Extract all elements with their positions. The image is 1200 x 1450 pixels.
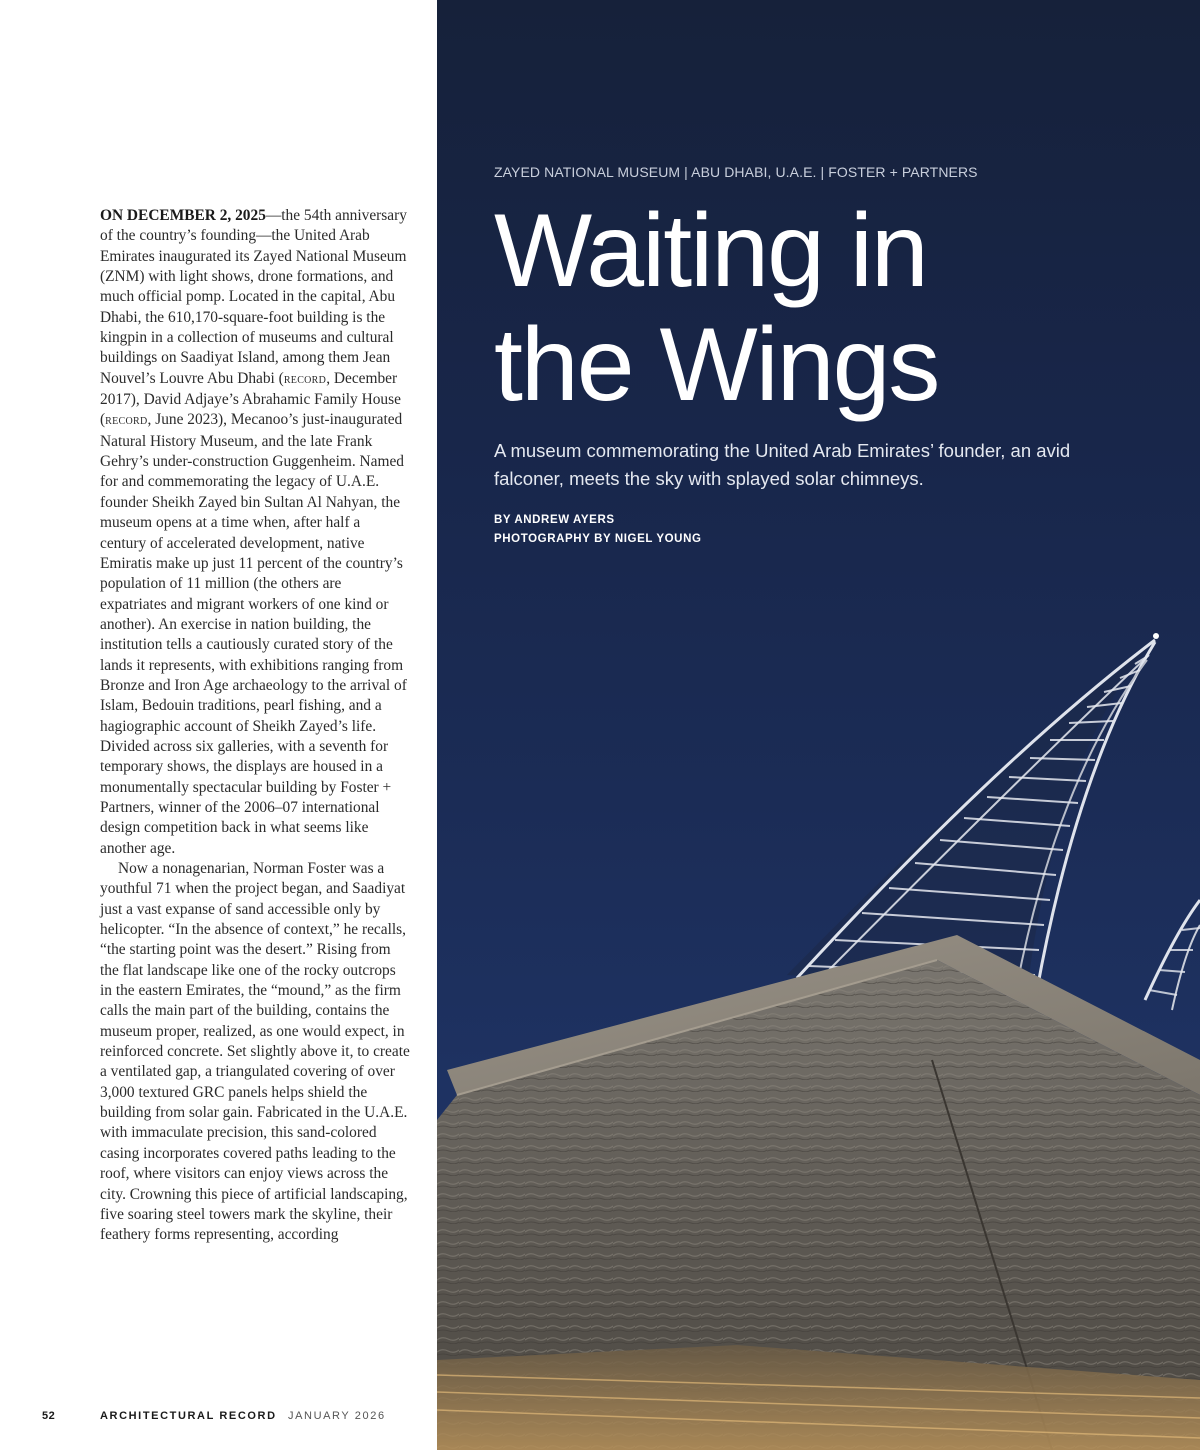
issue-date: JANUARY 2026 <box>288 1410 386 1422</box>
photo-credit: PHOTOGRAPHY BY NIGEL YOUNG <box>494 533 702 545</box>
magazine-name: ARCHITECTURAL RECORD <box>100 1410 277 1422</box>
headline <box>494 194 1054 422</box>
paragraph-1-text: —the 54th anniversary of the country’s founding—the United Arab Emirates inaugurated its Zayed National Museum (ZNM) with light shows, drone formations, and much official pomp. Located in the capital, Abu Dhabi, the 610,170-square-foot building is the kingpin in a collection of museums and cultural buildings on Saadiyat Island, among them Jean Nouvel’s Louvre Abu Dhabi ( <box>100 207 407 387</box>
headline-line-1: Waiting in <box>494 193 927 309</box>
page-number: 52 <box>42 1410 56 1422</box>
article-paragraph-1 <box>100 206 410 859</box>
dek: A museum commemorating the United Arab Emirates’ founder, an avid falconer, meets the sky with splayed solar chimneys. <box>494 440 1071 489</box>
headline-line-2: the Wings <box>494 307 939 423</box>
kicker: ZAYED NATIONAL MUSEUM | ABU DHABI, U.A.E. | FOSTER + PARTNERS <box>494 164 978 180</box>
record-reference: record <box>105 413 148 429</box>
feature-photo <box>437 0 1200 1450</box>
text-column <box>0 0 437 1450</box>
byline: BY ANDREW AYERS <box>494 514 615 526</box>
credits <box>494 511 702 549</box>
lead-in: ON DECEMBER 2, 2025 <box>100 207 266 224</box>
record-reference: record <box>283 371 327 387</box>
paragraph-1-text-end: , June 2023), Mecanoo’s just-inaugurated Natural History Museum, and the late Frank Gehry’s under-construction Guggenheim. Named for and commemorating the legacy of U.A.E. founder Sheikh Zayed bin Sultan Al Nahyan, the museum opens at a time when, after half a century of accelerated development, native Emiratis make up just 11 percent of the country’s population of 11 million (the others are expatriates and migrant workers of one kind or another). An exercise in nation building, the institution tells a cautiously curated story of the lands it represents, with exhibitions ranging from Bronze and Iron Age archaeology to the arrival of Islam, Bedouin traditions, pearl fishing, and a hagiographic account of Sheikh Zayed’s life. Divided across six galleries, with a seventh for temporary shows, the displays are housed in a monumentally spectacular building by Foster + Partners, winner of the 2006–07 international design competition back in what seems like another age. <box>100 411 407 857</box>
wing-tower-right <box>1145 900 1200 1010</box>
article-paragraph-2: Now a nonagenarian, Norman Foster was a youthful 71 when the project began, and Saadiyat just a vast expanse of sand accessible only by helicopter. “In the absence of context,” he recalls, “the starting point was the desert.” Rising from the flat landscape like one of the rocky outcrops in the eastern Emirates, the “mound,” as the firm calls the main part of the building, contains the museum proper, realized, as one would expect, in reinforced concrete. Set slightly above it, to create a ventilated gap, a triangulated covering of over 3,000 textured GRC panels helps shield the building from solar gain. Fabricated in the U.A.E. with immaculate precision, this sand-colored casing incorporates covered paths leading to the roof, where visitors can enjoy views across the city. Crowning this piece of artificial landscaping, five soaring steel towers mark the skyline, their feathery forms representing, according <box>100 860 410 1244</box>
wing-tower-large <box>787 633 1159 990</box>
article-body <box>100 206 410 1246</box>
paragraph-1-text-cont: , December 2017), David Adjaye’s Abrahamic Family House ( <box>100 369 401 429</box>
